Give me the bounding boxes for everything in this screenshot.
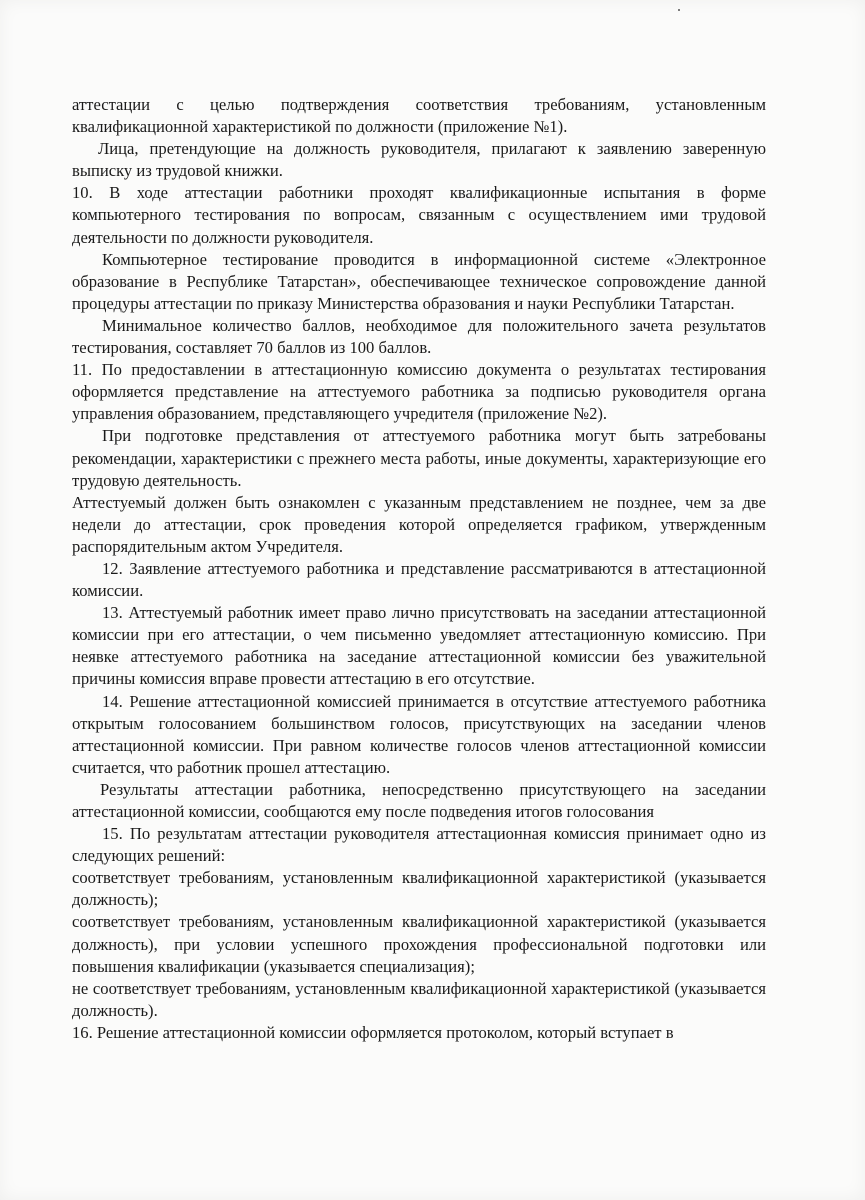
list-item-decision-2: соответствует требованиям, установленным квалификационной характеристикой (указывается должность), при условии успешного прохождения профессиональной подготовки или повышения квалификации (указывается специализация); [72,912,766,976]
paragraph-p11: 14. Решение аттестационной комиссией принимается в отсутствие аттестуемого работника открытым голосованием большинством голосов, присутствующих на заседании членов аттестационной комиссии. При равном количестве голосов членов аттестационной комиссии считается, что работник прошел аттестацию. [72,691,766,777]
paragraph-p12: Результаты аттестации работника, непосредственно присутствующего на заседании аттестационной комиссии, сообщаются ему после подведения итогов голосования [72,779,766,821]
list-item-decision-1: соответствует требованиям, установленным квалификационной характеристикой (указывается должность); [72,868,766,910]
paragraph-p10: 13. Аттестуемый работник имеет право лично присутствовать на заседании аттестационной комиссии при его аттестации, о чем письменно уведомляет аттестационную комиссию. При неявке аттестуемого работника на заседание аттестационной комиссии без уважительной причины комиссия вправе провести аттестацию в его отсутствие. [72,603,766,689]
paragraph-p8: Аттестуемый должен быть ознакомлен с указанным представлением не позднее, чем за две недели до аттестации, срок проведения которой определяется графиком, утвержденным распорядительным актом Учредителя. [72,492,766,556]
list-item-decision-3: не соответствует требованиям, установленным квалификационной характеристикой (указывается должность). [72,978,766,1020]
paragraph-p5: Минимальное количество баллов, необходимое для положительного зачета результатов тестирования, составляет 70 баллов из 100 баллов. [72,315,766,358]
paragraph-p9: 12. Заявление аттестуемого работника и представление рассматриваются в аттестационной комиссии. [72,558,766,601]
document-body [72,94,766,1044]
paragraph-p6: 11. По предоставлении в аттестационную комиссию документа о результатах тестирования оформляется представление на аттестуемого работника за подписью руководителя органа управления образованием, представляющего учредителя (приложение №2). [72,360,766,424]
paragraph-p13: 15. По результатам аттестации руководителя аттестационная комиссия принимает одно из следующих решений: [72,824,766,866]
paragraph-p4: Компьютерное тестирование проводится в информационной системе «Электронное образование в Республике Татарстан», обеспечивающее техническое сопровождение данной процедуры аттестации по приказу Министерства образования и науки Республики Татарстан. [72,249,766,313]
paragraph-p3: 10. В ходе аттестации работники проходят квалификационные испытания в форме компьютерного тестирования по вопросам, связанным с осуществлением ими трудовой деятельности по должности руководителя. [72,183,766,247]
paragraph-p17: 16. Решение аттестационной комиссии оформляется протоколом, который вступает в [72,1022,674,1042]
paragraph-p1: аттестации с целью подтверждения соответствия требованиям, установленным квалификационной характеристикой по должности (приложение №1). [72,95,766,137]
scan-speck [678,9,680,11]
paragraph-p7: При подготовке представления от аттестуемого работника могут быть затребованы рекомендации, характеристики с прежнего места работы, иные документы, характеризующие его трудовую деятельность. [72,426,766,490]
paragraph-p2: Лица, претендующие на должность руководителя, прилагают к заявлению заверенную выписку из трудовой книжки. [72,139,766,181]
